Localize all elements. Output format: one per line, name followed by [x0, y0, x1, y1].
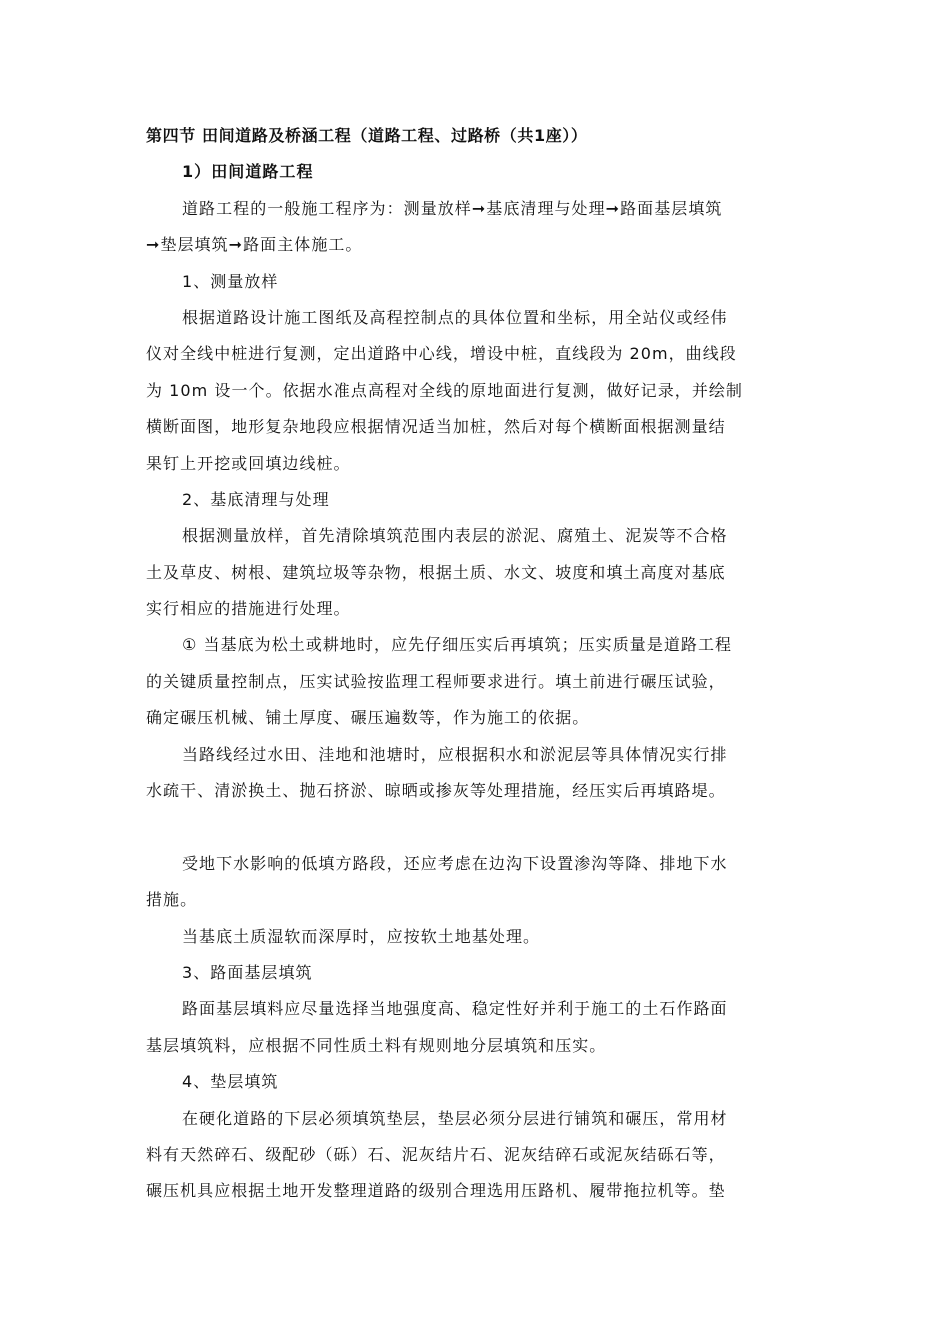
paragraph-line: 碾压机具应根据土地开发整理道路的级别合理选用压路机、履带拖拉机等。垫: [146, 1181, 726, 1201]
paragraph-line: 措施。: [146, 890, 198, 910]
paragraph-line: 基层填筑料，应根据不同性质土料有规则地分层填筑和压实。: [146, 1035, 607, 1055]
paragraph-line: ➞垫层填筑➞路面主体施工。: [146, 235, 363, 255]
paragraph-line: 的关键质量控制点，压实试验按监理工程师要求进行。填土前进行碾压试验，: [146, 671, 726, 691]
paragraph-line: 横断面图，地形复杂地段应根据情况适当加桩，然后对每个横断面根据测量结: [146, 417, 726, 437]
paragraph-line: ① 当基底为松土或耕地时，应先仔细压实后再填筑；压实质量是道路工程: [182, 635, 733, 655]
blank-line: [146, 809, 826, 845]
paragraph-line: 果钉上开挖或回填边线桩。: [146, 453, 351, 473]
sub-heading: 1）田间道路工程: [182, 162, 314, 182]
step-heading: 3、路面基层填筑: [182, 962, 313, 982]
step-heading: 1、测量放样: [182, 271, 279, 291]
paragraph-line: 当基底土质湿软而深厚时，应按软土地基处理。: [182, 926, 541, 946]
paragraph-line: 水疏干、清淤换土、抛石挤淤、晾晒或掺灰等处理措施，经压实后再填路堤。: [146, 781, 726, 801]
paragraph-line: 路面基层填料应尽量选择当地强度高、稳定性好并利于施工的土石作路面: [182, 999, 728, 1019]
paragraph-line: 料有天然碎石、级配砂（砾）石、泥灰结片石、泥灰结碎石或泥灰结砾石等，: [146, 1144, 726, 1164]
paragraph-line: 根据测量放样，首先清除填筑范围内表层的淤泥、腐殖土、泥炭等不合格: [182, 526, 728, 546]
paragraph-line: 仪对全线中桩进行复测，定出道路中心线，增设中桩，直线段为 20m，曲线段: [146, 344, 737, 364]
paragraph-line: 在硬化道路的下层必须填筑垫层，垫层必须分层进行铺筑和碾压，常用材: [182, 1108, 728, 1128]
step-heading: 4、垫层填筑: [182, 1072, 279, 1092]
paragraph-line: 为 10m 设一个。依据水准点高程对全线的原地面进行复测，做好记录，并绘制: [146, 380, 743, 400]
paragraph-line: 受地下水影响的低填方路段，还应考虑在边沟下设置渗沟等降、排地下水: [182, 853, 728, 873]
document-page: [146, 118, 826, 1210]
paragraph-line: 根据道路设计施工图纸及高程控制点的具体位置和坐标，用全站仪或经伟: [182, 307, 728, 327]
paragraph-line: 土及草皮、树根、建筑垃圾等杂物，根据土质、水文、坡度和填土高度对基底: [146, 562, 726, 582]
paragraph-line: 实行相应的措施进行处理。: [146, 599, 351, 619]
section-title: 第四节 田间道路及桥涵工程（道路工程、过路桥（共1座））: [146, 126, 588, 145]
step-heading: 2、基底清理与处理: [182, 489, 330, 509]
paragraph-line: 道路工程的一般施工程序为：测量放样➞基底清理与处理➞路面基层填筑: [182, 198, 723, 218]
paragraph-line: 当路线经过水田、洼地和池塘时，应根据积水和淤泥层等具体情况实行排: [182, 744, 728, 764]
paragraph-line: 确定碾压机械、铺土厚度、碾压遍数等，作为施工的依据。: [146, 708, 590, 728]
